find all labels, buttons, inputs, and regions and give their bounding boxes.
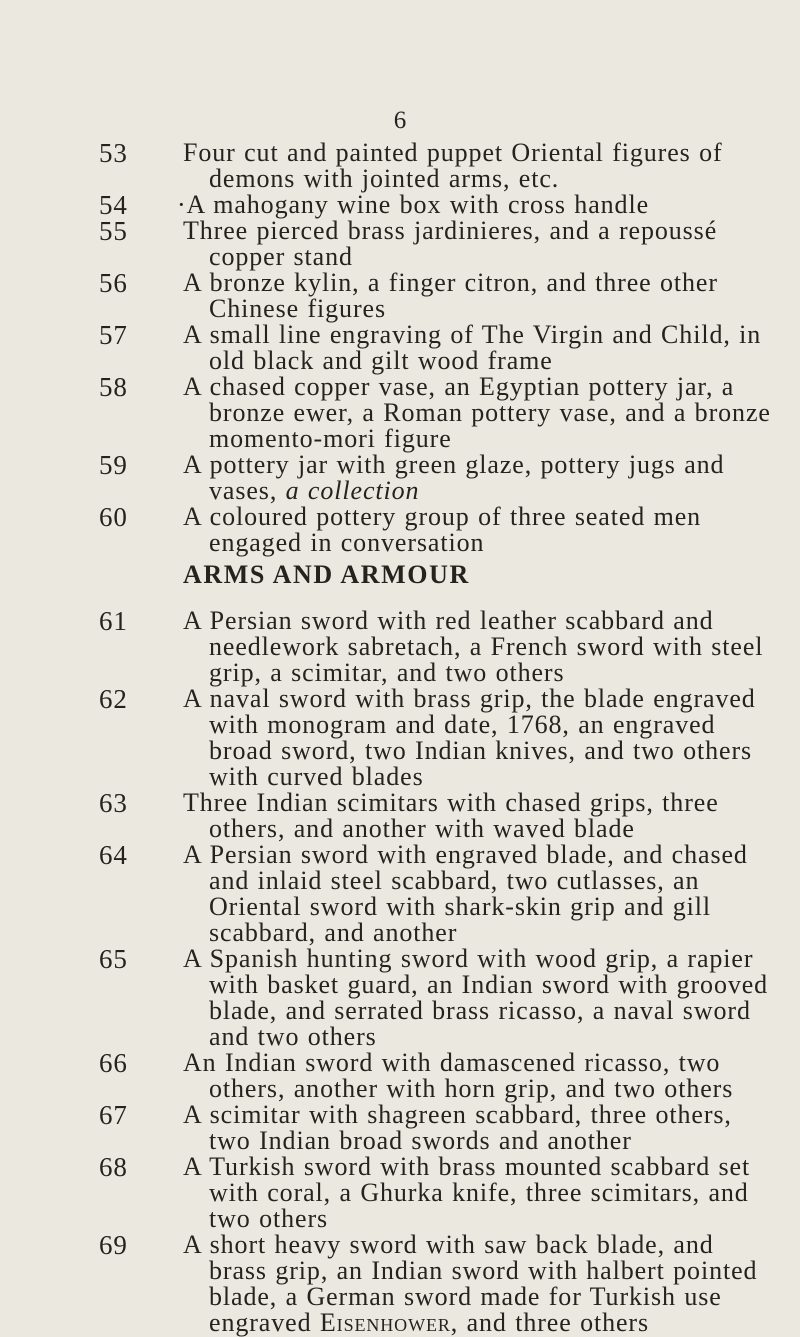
lot-number: 58 — [99, 372, 128, 402]
lot-item — [0, 374, 800, 452]
lot-number: 68 — [99, 1152, 128, 1182]
lot-item — [0, 1232, 800, 1336]
lot-number: 53 — [99, 138, 128, 168]
lot-item — [0, 842, 800, 946]
lot-description: Four cut and painted puppet Oriental figures of demons with jointed arms, etc. — [183, 138, 723, 193]
lot-description-caps: Eisenhower — [319, 1308, 451, 1337]
lot-description-italic: a collection — [285, 476, 420, 505]
lot-number: 67 — [99, 1100, 128, 1130]
lot-number: 60 — [99, 502, 128, 532]
lot-item — [0, 946, 800, 1050]
lot-description-after: , and three others — [450, 1308, 650, 1337]
lot-item — [0, 686, 800, 790]
lot-number: 62 — [99, 684, 128, 714]
lot-number: 66 — [99, 1048, 128, 1078]
lot-description-main: A pottery jar with green glaze, pottery jugs and vases, — [183, 450, 725, 505]
lot-description: A bronze kylin, a finger citron, and three other Chinese figures — [183, 268, 718, 323]
lot-description: Three pierced brass jardinieres, and a repoussé copper stand — [183, 216, 718, 271]
lot-description: ·A mahogany wine box with cross handle — [177, 190, 650, 219]
lot-item — [0, 1102, 800, 1154]
lot-description: A scimitar with shagreen scabbard, three others, two Indian broad swords and another — [183, 1100, 732, 1155]
lot-number: 61 — [99, 606, 128, 636]
lot-number: 65 — [99, 944, 128, 974]
lot-number: 69 — [99, 1230, 128, 1260]
lot-item — [0, 1154, 800, 1232]
lot-description: A Persian sword with red leather scabbard and needlework sabretach, a French sword with steel grip, a scimitar, and two others — [183, 606, 764, 687]
lot-number: 54 — [99, 190, 128, 220]
lot-item — [0, 270, 800, 322]
lot-number: 63 — [99, 788, 128, 818]
lot-description — [183, 1232, 776, 1336]
lot-description — [183, 452, 776, 504]
lot-item — [0, 608, 800, 686]
lot-description: A coloured pottery group of three seated men engaged in conversation — [183, 502, 702, 557]
lot-description: An Indian sword with damascened ricasso, two others, another with horn grip, and two others — [183, 1048, 734, 1103]
lot-number: 59 — [99, 450, 128, 480]
lot-description: A naval sword with brass grip, the blade engraved with monogram and date, 1768, an engraved broad sword, two Indian knives, and two others with curved blades — [183, 684, 756, 791]
lot-description: A Persian sword with engraved blade, and chased and inlaid steel scabbard, two cutlasses, an Oriental sword with shark-skin grip and gill scabbard, and another — [183, 840, 748, 947]
lot-number: 64 — [99, 840, 128, 870]
lot-item — [0, 452, 800, 504]
lot-description-before: A short heavy sword with saw back blade, and brass grip, an Indian sword with halbert pointed blade, a German sword made for Turkish use engraved — [183, 1230, 758, 1337]
lot-item — [0, 140, 800, 192]
lot-number: 56 — [99, 268, 128, 298]
lot-number: 57 — [99, 320, 128, 350]
lot-number: 55 — [99, 216, 128, 246]
lot-item — [0, 322, 800, 374]
lot-description: A Spanish hunting sword with wood grip, a rapier with basket guard, an Indian sword with grooved blade, and serrated brass ricasso, a naval sword and two others — [183, 944, 769, 1051]
page-number: 6 — [393, 107, 407, 134]
lot-list-bottom — [0, 608, 800, 1336]
lot-item — [0, 790, 800, 842]
lot-description: A Turkish sword with brass mounted scabbard set with coral, a Ghurka knife, three scimitars, and two others — [183, 1152, 751, 1233]
lot-item — [0, 1050, 800, 1102]
lot-description: Three Indian scimitars with chased grips, three others, and another with waved blade — [183, 788, 719, 843]
lot-item — [0, 504, 800, 556]
section-heading: ARMS AND ARMOUR — [183, 560, 470, 589]
lot-list-top — [0, 140, 800, 556]
lot-description: A small line engraving of The Virgin and Child, in old black and gilt wood frame — [183, 320, 762, 375]
lot-item — [0, 218, 800, 270]
lot-item — [0, 192, 800, 218]
lot-description: A chased copper vase, an Egyptian pottery jar, a bronze ewer, a Roman pottery vase, and a bronze momento-mori figure — [183, 372, 771, 453]
